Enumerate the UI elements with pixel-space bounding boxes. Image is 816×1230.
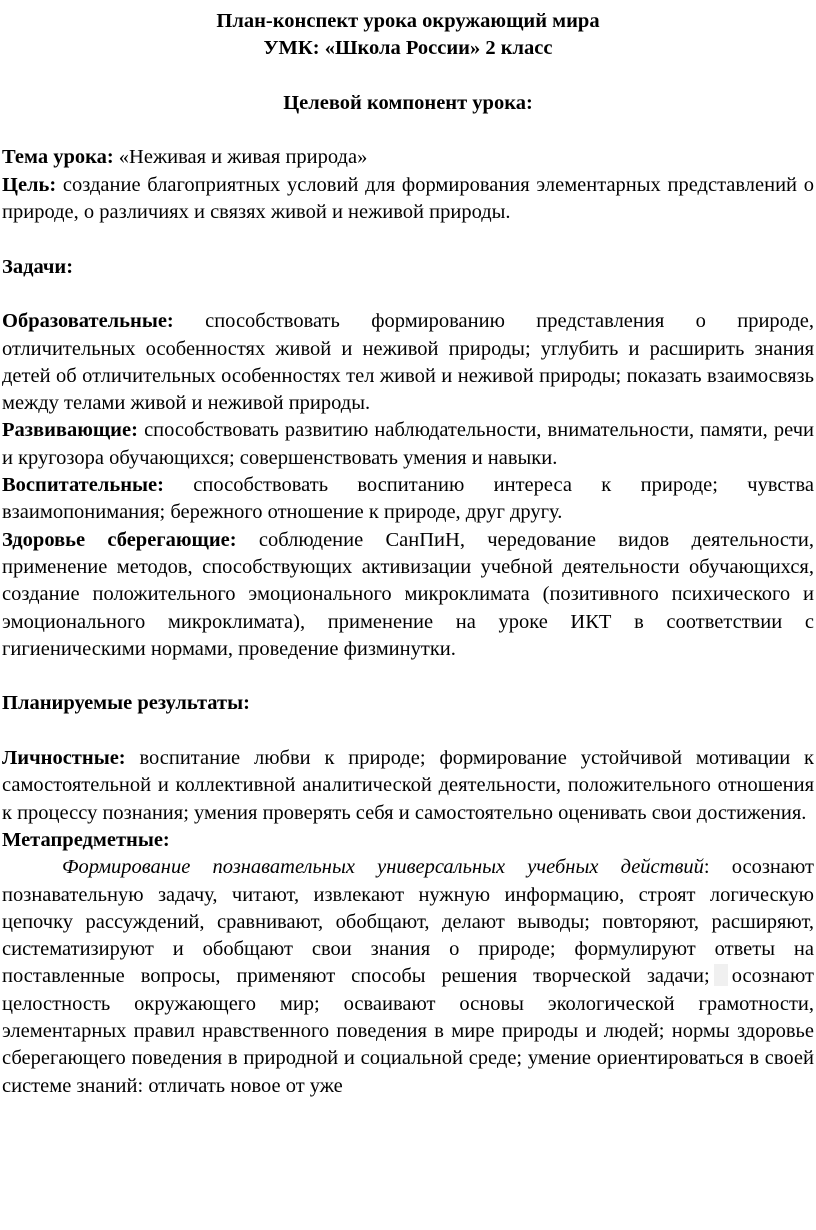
blank-line xyxy=(2,663,814,690)
blank-line xyxy=(2,63,814,90)
task-educational-text: способствовать формированию представления о природе, отличительных особенностях живой и неживой природы; углубить и расширить знания детей об отличительных особенностях тел живой и неживой природы; показать взаимосвязь между телами живой и неживой природы. xyxy=(2,310,814,415)
task-health xyxy=(2,527,814,663)
task-developing-text: способствовать развитию наблюдательности, внимательности, памяти, речи и кругозора обучающихся; совершенствовать умения и навыки. xyxy=(2,419,814,469)
document-title-line1: План-конспект урока окружающий мира xyxy=(216,10,600,32)
task-educational-label: Образовательные: xyxy=(2,310,174,333)
goal-value: создание благоприятных условий для формирования элементарных представлений о природе, о различиях и связях живой и неживой природы. xyxy=(2,173,814,224)
results-personal-text: воспитание любви к природе; формирование устойчивой мотивации к самостоятельной и коллективной аналитической деятельности, положительного отношения к процессу познания; умения проверять себя и самостоятельно оценивать свои достижения. xyxy=(2,747,814,824)
task-educational xyxy=(2,308,814,417)
text-gap-mark xyxy=(714,964,728,986)
topic-value: «Неживая и живая природа» xyxy=(113,146,368,169)
results-meta-italic: Формирование познавательных универсальных учебных действий xyxy=(62,856,704,879)
document-title-line2: УМК: «Школа России» 2 класс xyxy=(263,37,553,60)
goal-paragraph xyxy=(2,172,814,227)
goal-label: Цель: xyxy=(2,173,57,196)
blank-line xyxy=(2,117,814,144)
results-meta-text-part1: : осознают познавательную задачу, читают, извлекают нужную информацию, строят логическую цепочку рассуждений, сравнивают, обобщают, делают выводы; повторяют, расширяют, систематизируют и обобщают свои знания о природе; формулируют ответы на поставленные вопросы, применяют способы решения творческой задачи; xyxy=(2,856,814,988)
topic-paragraph xyxy=(2,144,814,171)
results-meta-paragraph xyxy=(2,854,814,1100)
task-health-label: Здоровье сберегающие: xyxy=(2,528,237,551)
tasks-heading: Задачи: xyxy=(2,255,74,278)
task-upbringing-text: способствовать воспитанию интереса к природе; чувства взаимопонимания; бережного отношение к природе, друг другу. xyxy=(2,474,814,524)
task-health-text: соблюдение СанПиН, чередование видов деятельности, применение методов, способствующих активизации учебной деятельности обучающихся, создание положительного эмоционального микроклимата (позитивного психического и эмоционального микроклимата), применение на уроке ИКТ в соответствии с гигиеническими нормами, проведение физминутки. xyxy=(2,528,815,660)
task-developing xyxy=(2,417,814,472)
task-upbringing-label: Воспитательные: xyxy=(2,474,164,497)
results-heading: Планируемые результаты: xyxy=(2,692,250,715)
topic-label: Тема урока: xyxy=(2,146,114,169)
blank-line xyxy=(2,226,814,253)
blank-line xyxy=(2,281,814,308)
results-meta-text-part2: осознают целостность окружающего мир; осваивают основы экологической грамотности, элементарных правил нравственного поведения в мире природы и людей; нормы здоровье сберегающего поведения в природной и социальной среде; умение ориентироваться в своей системе знаний: отличать новое от уже xyxy=(2,965,814,1097)
task-upbringing xyxy=(2,472,814,527)
results-personal-label: Личностные: xyxy=(2,747,126,770)
results-meta-label: Метапредметные: xyxy=(2,828,170,851)
results-personal xyxy=(2,745,814,827)
task-developing-label: Развивающие: xyxy=(2,419,138,442)
blank-line xyxy=(2,718,814,745)
target-heading: Целевой компонент урока: xyxy=(283,91,533,114)
